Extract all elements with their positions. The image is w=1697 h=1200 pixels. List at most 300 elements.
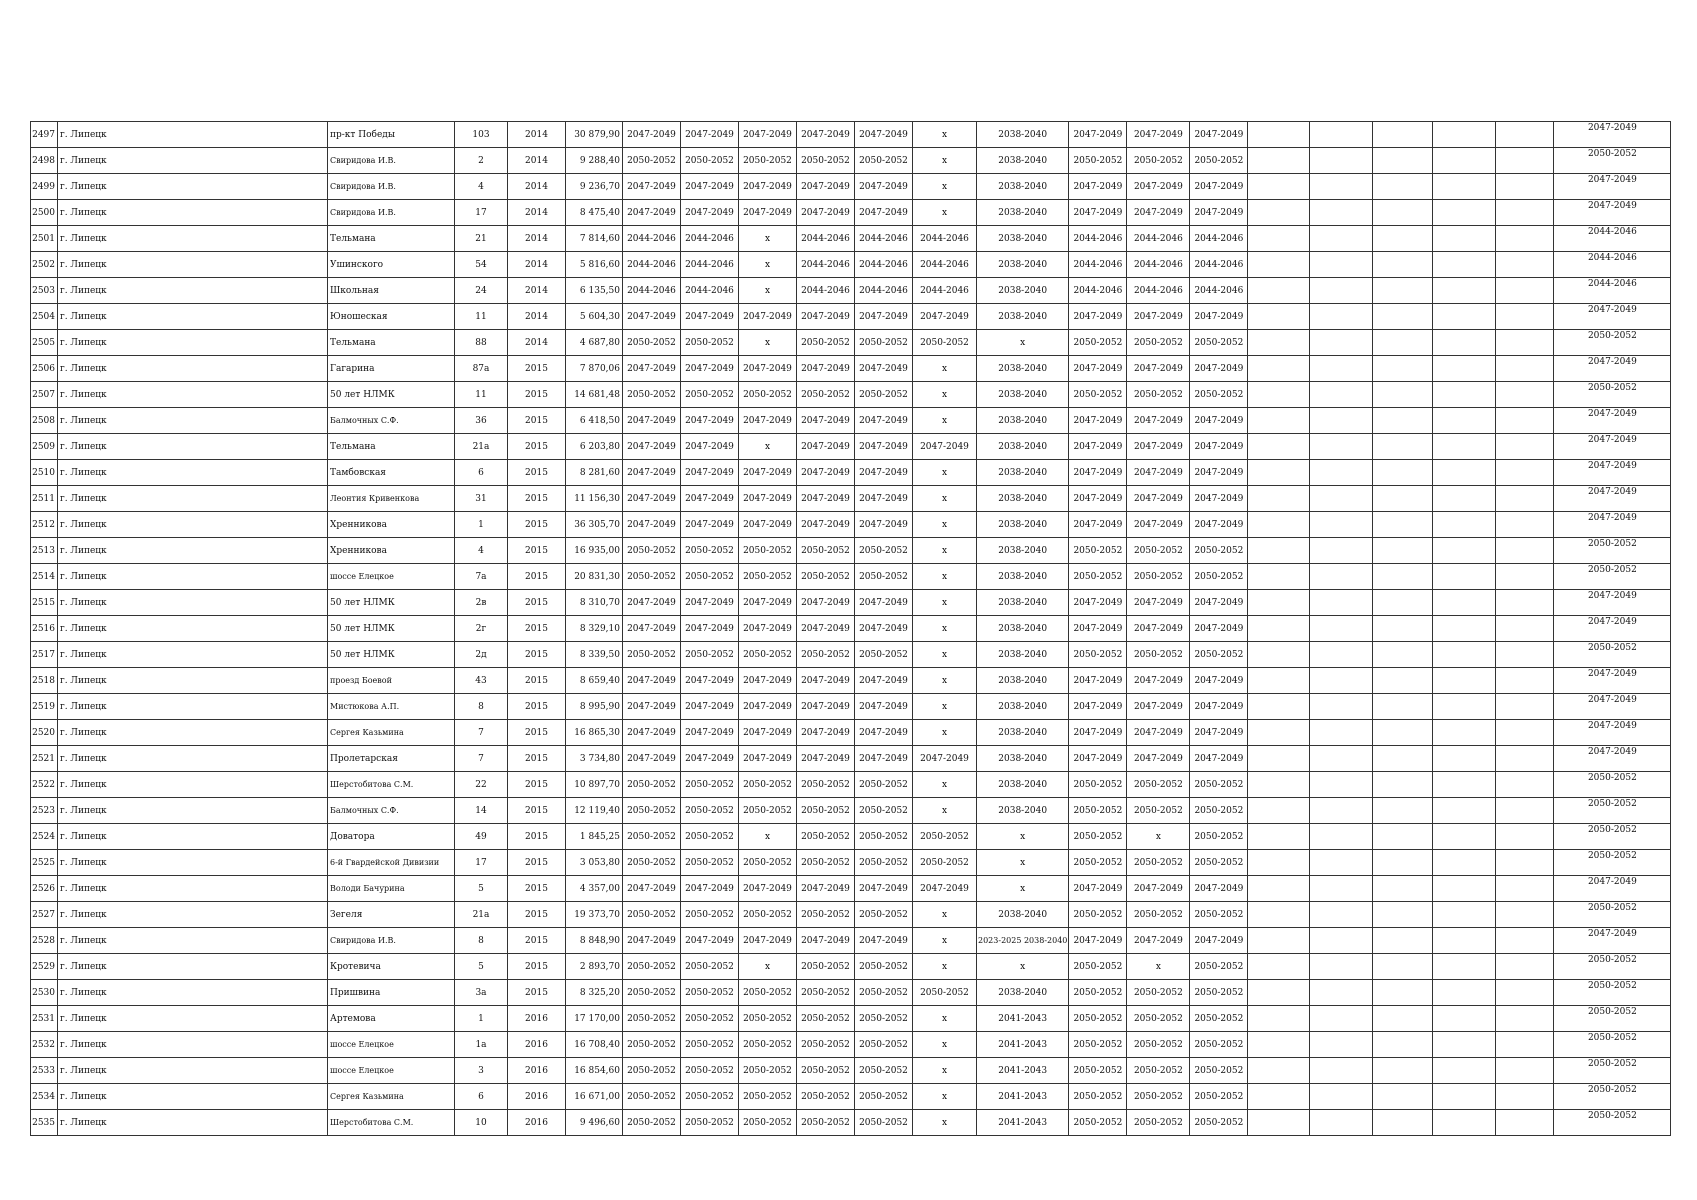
empty-3-cell (1373, 1032, 1433, 1058)
street-cell: Зегеля (328, 902, 455, 928)
empty-5-cell (1496, 304, 1554, 330)
period-10-cell: 2044-2046 (1190, 252, 1248, 278)
period-7-cell: 2041-2043 (977, 1058, 1069, 1084)
table-row (31, 226, 1671, 252)
period-2-cell: 2047-2049 (681, 746, 739, 772)
period-10-cell: 2047-2049 (1190, 174, 1248, 200)
empty-1-cell (1248, 408, 1310, 434)
period-1-cell: 2050-2052 (623, 148, 681, 174)
city-cell: г. Липецк (58, 564, 328, 590)
period-1-cell: 2047-2049 (623, 304, 681, 330)
table-row (31, 564, 1671, 590)
period-10-cell: 2047-2049 (1190, 616, 1248, 642)
period-7-cell: 2038-2040 (977, 668, 1069, 694)
period-6-cell: x (913, 590, 977, 616)
period-10-cell: 2047-2049 (1190, 304, 1248, 330)
period-6-cell: x (913, 356, 977, 382)
period-8-cell: 2047-2049 (1069, 304, 1127, 330)
empty-1-cell (1248, 746, 1310, 772)
period-4-cell: 2050-2052 (797, 798, 855, 824)
empty-1-cell (1248, 148, 1310, 174)
period-3-cell: 2050-2052 (739, 148, 797, 174)
row-number-cell: 2523 (31, 798, 58, 824)
table-body (31, 122, 1671, 1136)
period-2-cell: 2047-2049 (681, 174, 739, 200)
period-9-cell: 2050-2052 (1127, 772, 1190, 798)
period-10-cell: 2050-2052 (1190, 1084, 1248, 1110)
period-4-cell: 2047-2049 (797, 616, 855, 642)
table-row (31, 980, 1671, 1006)
period-7-cell: 2038-2040 (977, 252, 1069, 278)
year-cell: 2014 (508, 122, 566, 148)
empty-4-cell (1433, 850, 1496, 876)
city-cell: г. Липецк (58, 356, 328, 382)
period-1-cell: 2047-2049 (623, 174, 681, 200)
period-6-cell: x (913, 642, 977, 668)
street-cell: Юношеская (328, 304, 455, 330)
area-cell: 11 156,30 (566, 486, 623, 512)
year-cell: 2015 (508, 616, 566, 642)
empty-1-cell (1248, 720, 1310, 746)
row-number-cell: 2525 (31, 850, 58, 876)
area-cell: 17 170,00 (566, 1006, 623, 1032)
empty-1-cell (1248, 226, 1310, 252)
period-2-cell: 2050-2052 (681, 980, 739, 1006)
row-number-cell: 2517 (31, 642, 58, 668)
empty-4-cell (1433, 434, 1496, 460)
period-5-cell: 2047-2049 (855, 460, 913, 486)
period-8-cell: 2050-2052 (1069, 954, 1127, 980)
period-7-cell: 2041-2043 (977, 1084, 1069, 1110)
table-row (31, 356, 1671, 382)
empty-3-cell (1373, 954, 1433, 980)
city-cell: г. Липецк (58, 1058, 328, 1084)
empty-4-cell (1433, 200, 1496, 226)
empty-1-cell (1248, 850, 1310, 876)
row-number-cell: 2505 (31, 330, 58, 356)
period-9-cell: 2044-2046 (1127, 252, 1190, 278)
empty-5-cell (1496, 876, 1554, 902)
table-row (31, 694, 1671, 720)
empty-2-cell (1310, 460, 1373, 486)
empty-2-cell (1310, 1084, 1373, 1110)
house-number-cell: 88 (455, 330, 508, 356)
period-5-cell: 2050-2052 (855, 148, 913, 174)
city-cell: г. Липецк (58, 954, 328, 980)
period-2-cell: 2050-2052 (681, 1084, 739, 1110)
empty-3-cell (1373, 408, 1433, 434)
table-row (31, 538, 1671, 564)
period-5-cell: 2047-2049 (855, 434, 913, 460)
city-cell: г. Липецк (58, 148, 328, 174)
city-cell: г. Липецк (58, 668, 328, 694)
city-cell: г. Липецк (58, 850, 328, 876)
final-period-cell: 2050-2052 (1554, 330, 1671, 356)
table-row (31, 928, 1671, 954)
period-2-cell: 2050-2052 (681, 538, 739, 564)
house-number-cell: 7 (455, 746, 508, 772)
year-cell: 2014 (508, 278, 566, 304)
period-7-cell: 2038-2040 (977, 772, 1069, 798)
period-2-cell: 2050-2052 (681, 382, 739, 408)
period-4-cell: 2050-2052 (797, 1084, 855, 1110)
period-8-cell: 2047-2049 (1069, 928, 1127, 954)
area-cell: 9 496,60 (566, 1110, 623, 1136)
area-cell: 8 475,40 (566, 200, 623, 226)
year-cell: 2015 (508, 538, 566, 564)
empty-2-cell (1310, 954, 1373, 980)
year-cell: 2016 (508, 1084, 566, 1110)
period-4-cell: 2050-2052 (797, 148, 855, 174)
house-number-cell: 11 (455, 382, 508, 408)
period-6-cell: 2050-2052 (913, 824, 977, 850)
house-number-cell: 49 (455, 824, 508, 850)
period-9-cell: 2050-2052 (1127, 980, 1190, 1006)
period-9-cell: 2050-2052 (1127, 148, 1190, 174)
empty-3-cell (1373, 824, 1433, 850)
period-9-cell: 2047-2049 (1127, 304, 1190, 330)
year-cell: 2014 (508, 200, 566, 226)
period-8-cell: 2050-2052 (1069, 642, 1127, 668)
empty-5-cell (1496, 200, 1554, 226)
row-number-cell: 2519 (31, 694, 58, 720)
period-8-cell: 2050-2052 (1069, 1084, 1127, 1110)
period-1-cell: 2047-2049 (623, 486, 681, 512)
area-cell: 10 897,70 (566, 772, 623, 798)
period-2-cell: 2047-2049 (681, 876, 739, 902)
year-cell: 2015 (508, 980, 566, 1006)
empty-4-cell (1433, 460, 1496, 486)
period-9-cell: 2047-2049 (1127, 668, 1190, 694)
area-cell: 1 845,25 (566, 824, 623, 850)
empty-1-cell (1248, 122, 1310, 148)
empty-3-cell (1373, 330, 1433, 356)
period-10-cell: 2050-2052 (1190, 564, 1248, 590)
empty-3-cell (1373, 798, 1433, 824)
table-row (31, 148, 1671, 174)
empty-2-cell (1310, 486, 1373, 512)
period-9-cell: 2050-2052 (1127, 382, 1190, 408)
final-period-cell: 2050-2052 (1554, 798, 1671, 824)
empty-5-cell (1496, 928, 1554, 954)
period-5-cell: 2050-2052 (855, 538, 913, 564)
empty-2-cell (1310, 668, 1373, 694)
empty-5-cell (1496, 382, 1554, 408)
period-5-cell: 2050-2052 (855, 382, 913, 408)
city-cell: г. Липецк (58, 746, 328, 772)
empty-4-cell (1433, 1032, 1496, 1058)
period-7-cell: 2038-2040 (977, 174, 1069, 200)
period-5-cell: 2050-2052 (855, 850, 913, 876)
year-cell: 2015 (508, 850, 566, 876)
period-7-cell: x (977, 330, 1069, 356)
period-1-cell: 2047-2049 (623, 408, 681, 434)
period-6-cell: x (913, 954, 977, 980)
street-cell: Тельмана (328, 434, 455, 460)
period-8-cell: 2047-2049 (1069, 668, 1127, 694)
empty-3-cell (1373, 434, 1433, 460)
period-2-cell: 2047-2049 (681, 408, 739, 434)
empty-4-cell (1433, 174, 1496, 200)
empty-5-cell (1496, 590, 1554, 616)
area-cell: 2 893,70 (566, 954, 623, 980)
empty-4-cell (1433, 252, 1496, 278)
empty-1-cell (1248, 330, 1310, 356)
row-number-cell: 2498 (31, 148, 58, 174)
empty-4-cell (1433, 1058, 1496, 1084)
street-cell: Шерстобитова С.М. (328, 772, 455, 798)
empty-5-cell (1496, 174, 1554, 200)
empty-5-cell (1496, 330, 1554, 356)
street-cell: 50 лет НЛМК (328, 382, 455, 408)
period-6-cell: 2047-2049 (913, 876, 977, 902)
empty-3-cell (1373, 694, 1433, 720)
empty-3-cell (1373, 226, 1433, 252)
empty-4-cell (1433, 356, 1496, 382)
period-2-cell: 2050-2052 (681, 1006, 739, 1032)
empty-3-cell (1373, 590, 1433, 616)
period-4-cell: 2050-2052 (797, 1006, 855, 1032)
area-cell: 8 339,50 (566, 642, 623, 668)
house-number-cell: 87а (455, 356, 508, 382)
period-10-cell: 2050-2052 (1190, 538, 1248, 564)
row-number-cell: 2511 (31, 486, 58, 512)
period-6-cell: x (913, 200, 977, 226)
period-10-cell: 2047-2049 (1190, 694, 1248, 720)
period-1-cell: 2047-2049 (623, 590, 681, 616)
city-cell: г. Липецк (58, 252, 328, 278)
year-cell: 2015 (508, 720, 566, 746)
housing-repair-schedule-table (30, 121, 1671, 1136)
period-8-cell: 2050-2052 (1069, 538, 1127, 564)
city-cell: г. Липецк (58, 772, 328, 798)
period-3-cell: 2047-2049 (739, 408, 797, 434)
street-cell: Леонтия Кривенкова (328, 486, 455, 512)
city-cell: г. Липецк (58, 876, 328, 902)
empty-5-cell (1496, 538, 1554, 564)
period-2-cell: 2044-2046 (681, 226, 739, 252)
period-8-cell: 2044-2046 (1069, 226, 1127, 252)
row-number-cell: 2512 (31, 512, 58, 538)
period-4-cell: 2044-2046 (797, 226, 855, 252)
period-6-cell: x (913, 668, 977, 694)
empty-3-cell (1373, 512, 1433, 538)
street-cell: Володи Бачурина (328, 876, 455, 902)
year-cell: 2015 (508, 824, 566, 850)
empty-4-cell (1433, 538, 1496, 564)
period-9-cell: 2047-2049 (1127, 590, 1190, 616)
area-cell: 16 708,40 (566, 1032, 623, 1058)
period-8-cell: 2050-2052 (1069, 1006, 1127, 1032)
empty-4-cell (1433, 486, 1496, 512)
empty-4-cell (1433, 928, 1496, 954)
row-number-cell: 2522 (31, 772, 58, 798)
street-cell: Пролетарская (328, 746, 455, 772)
table-row (31, 382, 1671, 408)
period-3-cell: 2050-2052 (739, 772, 797, 798)
house-number-cell: 1 (455, 1006, 508, 1032)
period-10-cell: 2047-2049 (1190, 356, 1248, 382)
empty-1-cell (1248, 1084, 1310, 1110)
period-4-cell: 2050-2052 (797, 980, 855, 1006)
house-number-cell: 6 (455, 1084, 508, 1110)
period-9-cell: 2047-2049 (1127, 616, 1190, 642)
period-3-cell: 2050-2052 (739, 642, 797, 668)
city-cell: г. Липецк (58, 694, 328, 720)
row-number-cell: 2520 (31, 720, 58, 746)
final-period-cell: 2050-2052 (1554, 954, 1671, 980)
period-7-cell: 2038-2040 (977, 616, 1069, 642)
house-number-cell: 43 (455, 668, 508, 694)
period-3-cell: 2047-2049 (739, 694, 797, 720)
period-8-cell: 2050-2052 (1069, 330, 1127, 356)
period-4-cell: 2050-2052 (797, 772, 855, 798)
period-7-cell: 2038-2040 (977, 980, 1069, 1006)
empty-2-cell (1310, 538, 1373, 564)
period-9-cell: 2050-2052 (1127, 564, 1190, 590)
empty-4-cell (1433, 512, 1496, 538)
row-number-cell: 2502 (31, 252, 58, 278)
area-cell: 19 373,70 (566, 902, 623, 928)
final-period-cell: 2047-2049 (1554, 876, 1671, 902)
empty-3-cell (1373, 928, 1433, 954)
period-3-cell: x (739, 252, 797, 278)
row-number-cell: 2533 (31, 1058, 58, 1084)
period-3-cell: x (739, 954, 797, 980)
period-8-cell: 2047-2049 (1069, 460, 1127, 486)
table-row (31, 122, 1671, 148)
period-5-cell: 2047-2049 (855, 200, 913, 226)
area-cell: 5 604,30 (566, 304, 623, 330)
period-7-cell: x (977, 824, 1069, 850)
period-2-cell: 2050-2052 (681, 772, 739, 798)
period-2-cell: 2047-2049 (681, 486, 739, 512)
empty-5-cell (1496, 356, 1554, 382)
period-7-cell: 2038-2040 (977, 694, 1069, 720)
city-cell: г. Липецк (58, 902, 328, 928)
empty-1-cell (1248, 512, 1310, 538)
period-2-cell: 2050-2052 (681, 850, 739, 876)
period-4-cell: 2047-2049 (797, 694, 855, 720)
house-number-cell: 7 (455, 720, 508, 746)
period-5-cell: 2047-2049 (855, 720, 913, 746)
final-period-cell: 2047-2049 (1554, 746, 1671, 772)
period-2-cell: 2050-2052 (681, 564, 739, 590)
area-cell: 16 854,60 (566, 1058, 623, 1084)
area-cell: 14 681,48 (566, 382, 623, 408)
city-cell: г. Липецк (58, 824, 328, 850)
period-2-cell: 2047-2049 (681, 200, 739, 226)
empty-4-cell (1433, 746, 1496, 772)
row-number-cell: 2497 (31, 122, 58, 148)
period-4-cell: 2047-2049 (797, 408, 855, 434)
house-number-cell: 54 (455, 252, 508, 278)
city-cell: г. Липецк (58, 1006, 328, 1032)
city-cell: г. Липецк (58, 980, 328, 1006)
period-6-cell: x (913, 902, 977, 928)
final-period-cell: 2050-2052 (1554, 980, 1671, 1006)
area-cell: 9 236,70 (566, 174, 623, 200)
house-number-cell: 21а (455, 434, 508, 460)
period-9-cell: 2050-2052 (1127, 1058, 1190, 1084)
period-9-cell: 2050-2052 (1127, 1006, 1190, 1032)
period-10-cell: 2050-2052 (1190, 850, 1248, 876)
empty-1-cell (1248, 772, 1310, 798)
house-number-cell: 36 (455, 408, 508, 434)
period-4-cell: 2050-2052 (797, 1110, 855, 1136)
empty-3-cell (1373, 720, 1433, 746)
empty-3-cell (1373, 1006, 1433, 1032)
period-8-cell: 2050-2052 (1069, 1110, 1127, 1136)
empty-3-cell (1373, 486, 1433, 512)
period-9-cell: 2047-2049 (1127, 876, 1190, 902)
empty-5-cell (1496, 278, 1554, 304)
empty-4-cell (1433, 798, 1496, 824)
period-3-cell: 2050-2052 (739, 538, 797, 564)
empty-4-cell (1433, 1006, 1496, 1032)
period-4-cell: 2050-2052 (797, 538, 855, 564)
table-row (31, 1006, 1671, 1032)
empty-5-cell (1496, 226, 1554, 252)
period-7-cell: 2038-2040 (977, 564, 1069, 590)
period-2-cell: 2050-2052 (681, 1032, 739, 1058)
empty-3-cell (1373, 122, 1433, 148)
period-2-cell: 2050-2052 (681, 148, 739, 174)
period-6-cell: x (913, 122, 977, 148)
empty-1-cell (1248, 668, 1310, 694)
empty-2-cell (1310, 174, 1373, 200)
city-cell: г. Липецк (58, 616, 328, 642)
street-cell: 50 лет НЛМК (328, 642, 455, 668)
period-4-cell: 2050-2052 (797, 330, 855, 356)
period-4-cell: 2050-2052 (797, 902, 855, 928)
year-cell: 2015 (508, 512, 566, 538)
period-5-cell: 2050-2052 (855, 824, 913, 850)
period-7-cell: 2038-2040 (977, 226, 1069, 252)
period-8-cell: 2050-2052 (1069, 850, 1127, 876)
final-period-cell: 2047-2049 (1554, 616, 1671, 642)
empty-3-cell (1373, 538, 1433, 564)
empty-2-cell (1310, 642, 1373, 668)
empty-2-cell (1310, 330, 1373, 356)
empty-5-cell (1496, 1110, 1554, 1136)
empty-2-cell (1310, 252, 1373, 278)
empty-4-cell (1433, 1110, 1496, 1136)
period-8-cell: 2047-2049 (1069, 746, 1127, 772)
period-8-cell: 2050-2052 (1069, 772, 1127, 798)
empty-2-cell (1310, 1006, 1373, 1032)
period-9-cell: 2050-2052 (1127, 538, 1190, 564)
period-5-cell: 2047-2049 (855, 668, 913, 694)
period-4-cell: 2044-2046 (797, 252, 855, 278)
period-4-cell: 2050-2052 (797, 1058, 855, 1084)
year-cell: 2015 (508, 928, 566, 954)
period-9-cell: 2050-2052 (1127, 850, 1190, 876)
period-5-cell: 2050-2052 (855, 1110, 913, 1136)
city-cell: г. Липецк (58, 382, 328, 408)
table-row (31, 954, 1671, 980)
row-number-cell: 2514 (31, 564, 58, 590)
year-cell: 2015 (508, 798, 566, 824)
final-period-cell: 2047-2049 (1554, 668, 1671, 694)
empty-5-cell (1496, 1084, 1554, 1110)
table-row (31, 746, 1671, 772)
period-3-cell: 2047-2049 (739, 460, 797, 486)
house-number-cell: 8 (455, 928, 508, 954)
period-9-cell: 2050-2052 (1127, 330, 1190, 356)
period-7-cell: 2041-2043 (977, 1032, 1069, 1058)
period-8-cell: 2044-2046 (1069, 278, 1127, 304)
